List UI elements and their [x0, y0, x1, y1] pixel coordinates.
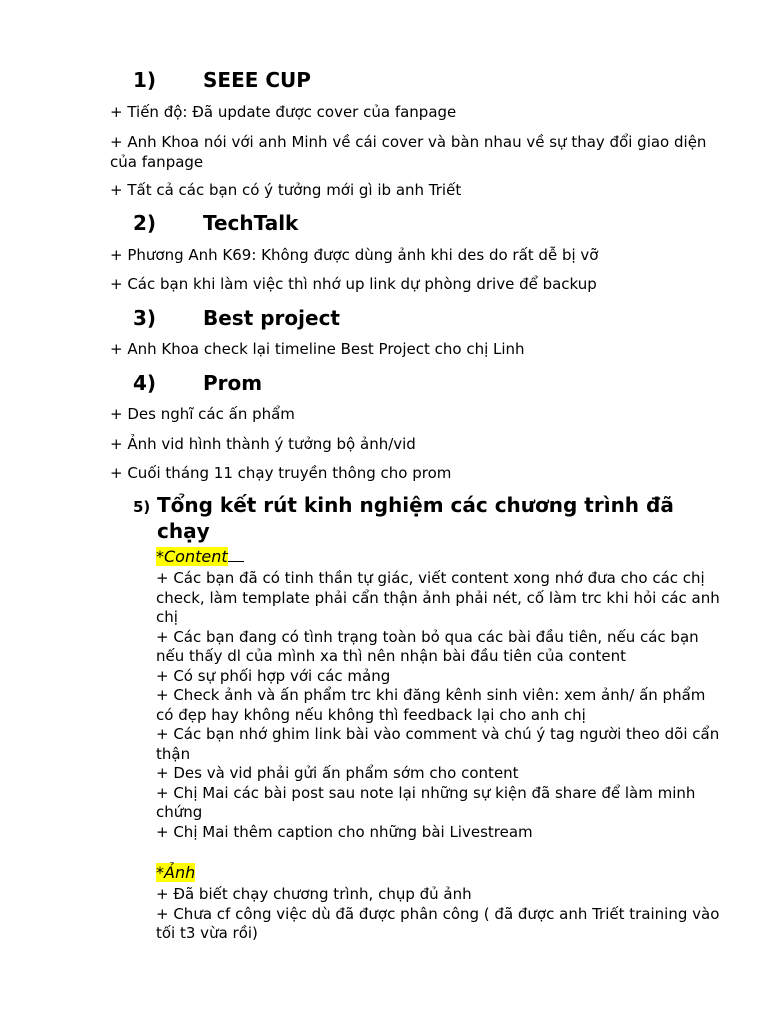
list-item: + Các bạn đang có tình trạng toàn bỏ qua các bài đầu tiên, nếu các bạn nếu thấy dl của mình xa thì nên nhận bài đầu tiên của content [156, 627, 699, 665]
section-number: 5) [133, 498, 151, 516]
paragraph: + Anh Khoa check lại timeline Best Project cho chị Linh [110, 340, 525, 358]
section-number: 4) [133, 371, 157, 395]
section-title: Prom [203, 371, 263, 395]
highlighted-label: *Content [156, 547, 228, 566]
section-heading-prom [133, 371, 262, 395]
section-title: SEEE CUP [203, 68, 311, 92]
paragraph: + Tất cả các bạn có ý tưởng mới gì ib anh Triết [110, 181, 462, 199]
subheading-content [156, 547, 244, 567]
list-item: + Des và vid phải gửi ấn phẩm sớm cho content [156, 764, 519, 782]
paragraph: + Tiến độ: Đã update được cover của fanpage [110, 103, 457, 121]
section-heading-seee-cup [133, 68, 311, 92]
list-item: + Các bạn nhớ ghim link bài vào comment và chú ý tag người theo dõi cẩn thận [156, 725, 720, 763]
section-title: Best project [203, 306, 340, 330]
section-title: TechTalk [203, 211, 299, 235]
section-number: 2) [133, 211, 157, 235]
paragraph: + Phương Anh K69: Không được dùng ảnh khi des do rất dễ bị vỡ [110, 246, 599, 264]
paragraph: + Anh Khoa nói với anh Minh về cái cover và bàn nhau về sự thay đổi giao diện của fanpage [110, 133, 707, 171]
content-list [156, 569, 722, 842]
paragraph: + Ảnh vid hình thành ý tưởng bộ ảnh/vid [110, 435, 416, 453]
highlighted-label: *Ảnh [156, 863, 196, 882]
list-item: + Đã biết chạy chương trình, chụp đủ ảnh [156, 885, 472, 903]
list-item: + Check ảnh và ấn phẩm trc khi đăng kênh sinh viên: xem ảnh/ ấn phẩm có đẹp hay không nếu không thì feedback lại cho anh chị [156, 686, 706, 724]
list-item: + Chị Mai các bài post sau note lại những sự kiện đã share để làm minh chứng [156, 783, 696, 821]
underline-rule [228, 547, 244, 562]
list-item: + Các bạn đã có tinh thần tự giác, viết content xong nhớ đưa cho các chị check, làm template phải cẩn thận ảnh phải nét, cố làm trc khi hỏi các anh chị [156, 569, 720, 626]
section-number: 3) [133, 306, 157, 330]
paragraph: + Cuối tháng 11 chạy truyền thông cho prom [110, 464, 452, 482]
paragraph: + Des nghĩ các ấn phẩm [110, 405, 295, 423]
anh-list [156, 885, 722, 944]
section-heading-techtalk [133, 211, 298, 235]
list-item: + Có sự phối hợp với các mảng [156, 666, 391, 685]
paragraph: + Các bạn khi làm việc thì nhớ up link dự phòng drive để backup [110, 275, 597, 293]
section-title: Tổng kết rút kinh nghiệm các chương trình đã chạy [157, 493, 674, 543]
list-item: + Chưa cf công việc dù đã được phân công ( đã được anh Triết training vào tối t3 vừa rồi) [156, 904, 720, 942]
section-number: 1) [133, 68, 157, 92]
subheading-anh [156, 863, 195, 883]
list-item: + Chị Mai thêm caption cho những bài Livestream [156, 822, 533, 841]
section-heading-best-project [133, 306, 340, 330]
